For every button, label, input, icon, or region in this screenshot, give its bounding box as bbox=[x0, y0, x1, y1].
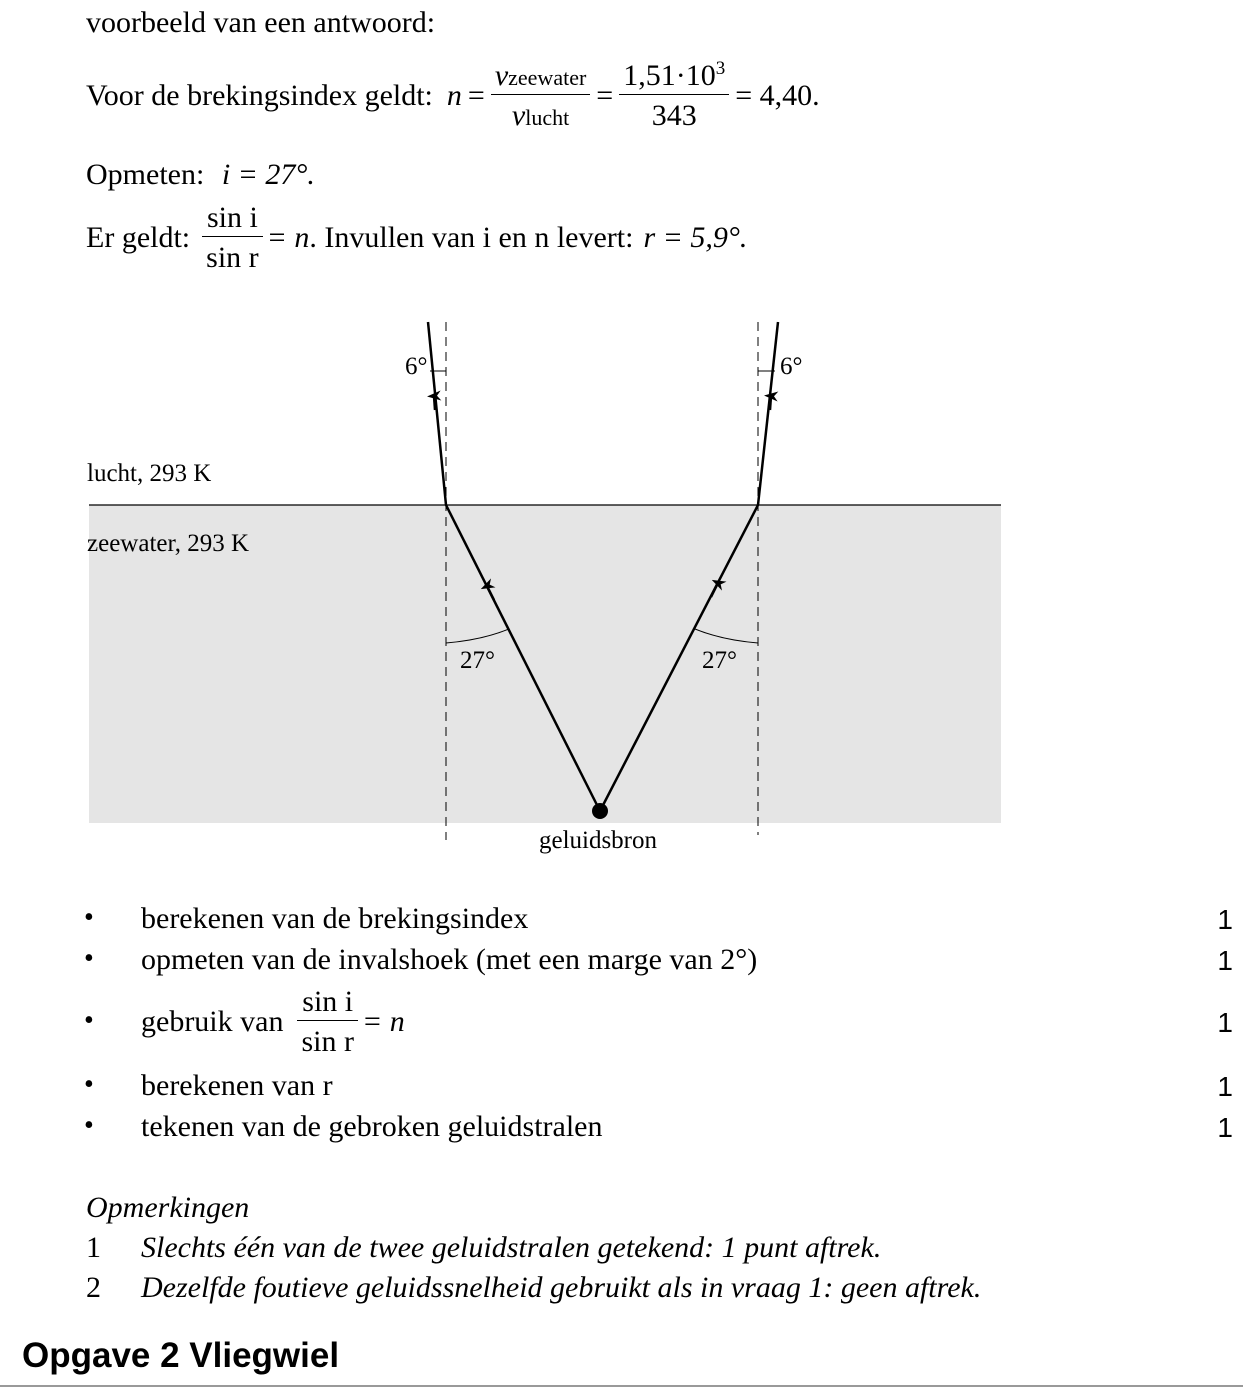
relation-rest: . Invullen van i en n levert: bbox=[309, 221, 634, 254]
criterion-5-points: 1 bbox=[1217, 1112, 1233, 1143]
remark-2-text: Dezelfde foutieve geluidssnelheid gebruikt als in vraag 1: geen aftrek. bbox=[141, 1271, 982, 1304]
sin-r: sin r bbox=[206, 241, 259, 274]
section-heading: Opgave 2 Vliegwiel bbox=[22, 1336, 340, 1375]
refraction-diagram bbox=[0, 300, 1243, 880]
index-result: = 4,40. bbox=[735, 79, 820, 112]
remarks-title: Opmerkingen bbox=[86, 1191, 250, 1224]
label-source: geluidsbron bbox=[538, 827, 658, 854]
r-result: r = 5,9°. bbox=[643, 221, 748, 254]
angle-label-left: 27° bbox=[460, 647, 495, 674]
criterion-3: gebruik van $\frac{\text{sin i}}{\text{sin r}}$ = n bbox=[141, 985, 405, 1058]
criterion-4: berekenen van r bbox=[141, 1069, 333, 1102]
denominator-value: 343 bbox=[651, 99, 697, 132]
sound-source-dot bbox=[592, 803, 608, 819]
criterion-1: berekenen van de brekingsindex bbox=[141, 902, 529, 935]
value-fraction bbox=[619, 58, 729, 132]
refraction-angle-left: 6° bbox=[405, 353, 428, 380]
numerator-value: 1,51·10 bbox=[623, 59, 716, 92]
velocity-fraction: $\frac{\text{vzeewater}}{\text{vlucht}}$ bbox=[491, 61, 590, 131]
index-label: Voor de brekingsindex geldt: bbox=[86, 79, 433, 112]
refracted-ray-right bbox=[758, 322, 778, 505]
relation-line bbox=[86, 196, 747, 280]
v-sub-zeewater: zeewater bbox=[508, 65, 587, 90]
intro-text: voorbeeld van een antwoord: bbox=[86, 6, 436, 39]
criterion-4-points: 1 bbox=[1217, 1071, 1233, 1102]
v-sub-lucht: lucht bbox=[525, 105, 570, 130]
relation-label: Er geldt: bbox=[86, 221, 191, 254]
sin-i: sin i bbox=[202, 203, 263, 237]
criterion-3-points: 1 bbox=[1217, 1007, 1233, 1038]
numerator-exp: 3 bbox=[715, 58, 726, 79]
measure-label: Opmeten: bbox=[86, 158, 205, 191]
refraction-angle-right: 6° bbox=[780, 353, 803, 380]
criterion-5: tekenen van de gebroken geluidstralen bbox=[141, 1110, 603, 1143]
relation-eq: = n bbox=[266, 221, 310, 254]
index-formula: Voor de brekingsindex geldt: n = $\frac{\text{vzeewater}}{\text{vlucht}}$ = $\frac{1,51\cdot 10^3}{343}$ = 4,40. bbox=[86, 58, 820, 132]
refracted-ray-left bbox=[428, 322, 446, 505]
sine-fraction bbox=[202, 203, 263, 273]
label-air: lucht, 293 K bbox=[87, 460, 212, 487]
criterion-1-points: 1 bbox=[1217, 904, 1233, 935]
measure-line bbox=[86, 160, 315, 190]
criterion-2-points: 1 bbox=[1217, 945, 1233, 976]
arrow-refracted-left bbox=[434, 396, 435, 410]
n-symbol: n bbox=[446, 79, 462, 112]
criterion-3-fraction: $\frac{\text{sin i}}{\text{sin r}}$ bbox=[297, 987, 358, 1057]
remark-1-text: Slechts één van de twee geluidstralen getekend: 1 punt aftrek. bbox=[141, 1231, 882, 1264]
arrow-refracted-right bbox=[770, 396, 771, 410]
remark-1-number: 1 bbox=[86, 1231, 101, 1264]
angle-label-right: 27° bbox=[702, 647, 737, 674]
criterion-2: opmeten van de invalshoek (met een marge van 2°) bbox=[141, 943, 758, 976]
remark-2-number: 2 bbox=[86, 1271, 101, 1304]
measure-expr: i = 27°. bbox=[221, 158, 315, 191]
bottom-rule bbox=[0, 1385, 1243, 1387]
criterion-3-text: gebruik van bbox=[141, 1005, 284, 1038]
label-sea: zeewater, 293 K bbox=[87, 530, 250, 557]
